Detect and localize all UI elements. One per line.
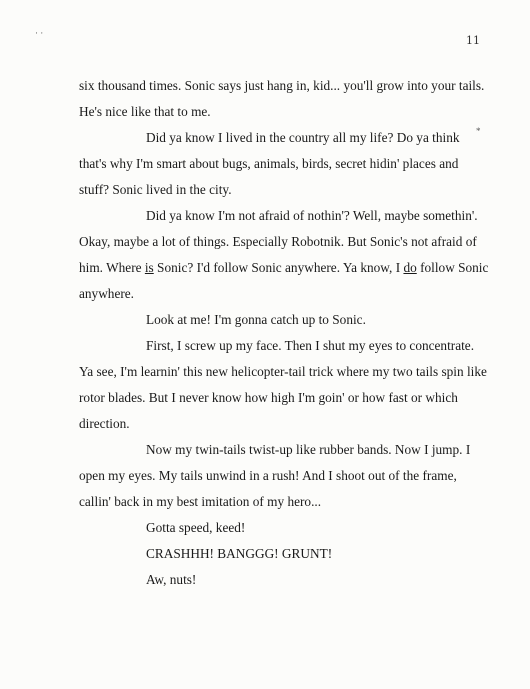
paragraph-text: Sonic? I'd follow Sonic anywhere. Ya know, I [153, 260, 404, 275]
scan-speck-mark: · · [35, 28, 44, 38]
page-number: 11 [466, 34, 480, 47]
paragraph-text: Look at me! I'm gonna catch up to Sonic. [146, 312, 366, 327]
paragraph-3 [79, 203, 489, 307]
underlined-word-do: do [403, 260, 417, 275]
paragraph-text: Aw, nuts! [146, 572, 197, 587]
paragraph-2 [79, 125, 489, 203]
paragraph-5 [79, 333, 489, 437]
paragraph-text: Now my twin-tails twist-up like rubber bands. Now I jump. I open my eyes. My tails unwind in a rush! And I shoot out of the frame, callin' back in my best imitation of my hero... [79, 442, 471, 509]
paragraph-6 [79, 437, 489, 515]
paragraph-text: CRASHHH! BANGGG! GRUNT! [146, 546, 333, 561]
paragraph-text: six thousand times. Sonic says just hang in, kid... you'll grow into your tails. He's nice like that to me. [79, 78, 485, 119]
paragraph-text: First, I screw up my face. Then I shut my eyes to concentrate. Ya see, I'm learnin' this new helicopter-tail trick where my two tails spin like rotor blades. But I never know how high I'm goin' or how fast or which direction. [79, 338, 487, 431]
paragraph-text: follow Sonic anywhere. [79, 260, 489, 301]
paragraph-7 [79, 515, 489, 541]
paragraph-text: Did ya know I lived in the country all my life? Do ya think that's why I'm smart about bugs, animals, birds, secret hidin' places and stuff? Sonic lived in the city. [79, 130, 460, 197]
paragraph-9 [79, 567, 489, 593]
margin-asterisk-mark: * [476, 126, 481, 136]
manuscript-body [79, 73, 489, 593]
paragraph-text: Did ya know I'm not afraid of nothin'? Well, maybe somethin'. Okay, maybe a lot of things. Especially Robotnik. But Sonic's not afraid of him. Where [79, 208, 478, 275]
paragraph-4 [79, 307, 489, 333]
paragraph-text: Gotta speed, keed! [146, 520, 246, 535]
underlined-word-is: is [144, 260, 154, 275]
paragraph-8 [79, 541, 489, 567]
paragraph-1 [79, 73, 489, 125]
